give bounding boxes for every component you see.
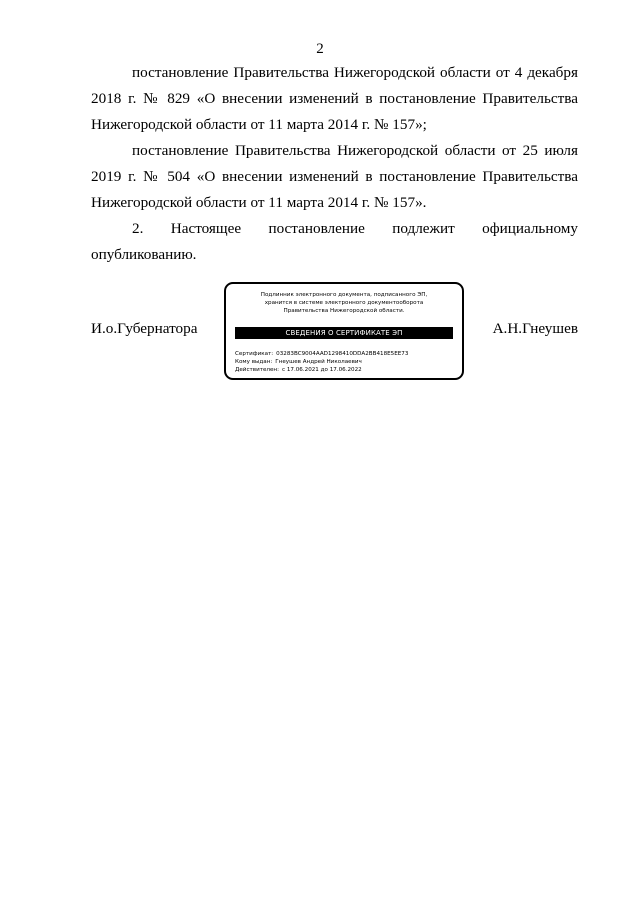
stamp-details (235, 350, 456, 374)
paragraph-line: 2. Настоящее постановление подлежит официальному (132, 220, 578, 237)
stamp-header-line: Правительства Нижегородской области. (283, 308, 405, 314)
paragraph-line: постановление Правительства Нижегородской области от 4 декабря (132, 64, 578, 81)
stamp-header-line: хранится в системе электронного документооборота (264, 300, 424, 306)
paragraph-publication (91, 216, 578, 268)
paragraph-line: 2019 г. № 504 «О внесении изменений в постановление Правительства (91, 168, 578, 185)
paragraph-resolution-2019 (91, 138, 578, 216)
paragraph-line: Нижегородской области от 11 марта 2014 г. № 157». (91, 194, 427, 211)
stamp-valid-row (235, 366, 456, 374)
signer-role: И.о.Губернатора (91, 320, 198, 337)
paragraph-line: опубликованию. (91, 246, 197, 263)
stamp-valid-value: с 17.06.2021 до 17.06.2022 (281, 367, 362, 373)
stamp-valid-label: Действителен: (235, 367, 279, 373)
stamp-certificate-row (235, 350, 456, 358)
stamp-certificate-bar: СВЕДЕНИЯ О СЕРТИФИКАТЕ ЭП (235, 327, 453, 339)
paragraph-resolution-2018 (91, 60, 578, 138)
stamp-issued-to-value: Гнеушев Андрей Николаевич (275, 359, 362, 365)
stamp-header-line: Подлинник электронного документа, подписанного ЭП, (260, 292, 428, 298)
signer-name: А.Н.Гнеушев (492, 320, 578, 337)
paragraph-line: Нижегородской области от 11 марта 2014 г. № 157»; (91, 116, 427, 133)
stamp-issued-to-label: Кому выдан: (235, 359, 273, 365)
paragraph-line: постановление Правительства Нижегородской области от 25 июля (132, 142, 578, 159)
stamp-certificate-label: Сертификат: (235, 351, 274, 357)
paragraph-line: 2018 г. № 829 «О внесении изменений в постановление Правительства (91, 90, 578, 107)
electronic-signature-stamp (224, 282, 464, 380)
stamp-header (232, 291, 456, 315)
stamp-issued-to-row (235, 358, 456, 366)
page-number: 2 (316, 41, 324, 57)
stamp-certificate-value: 03283BC9004AAD1298410DDA2BB418E5EE73 (276, 351, 409, 357)
